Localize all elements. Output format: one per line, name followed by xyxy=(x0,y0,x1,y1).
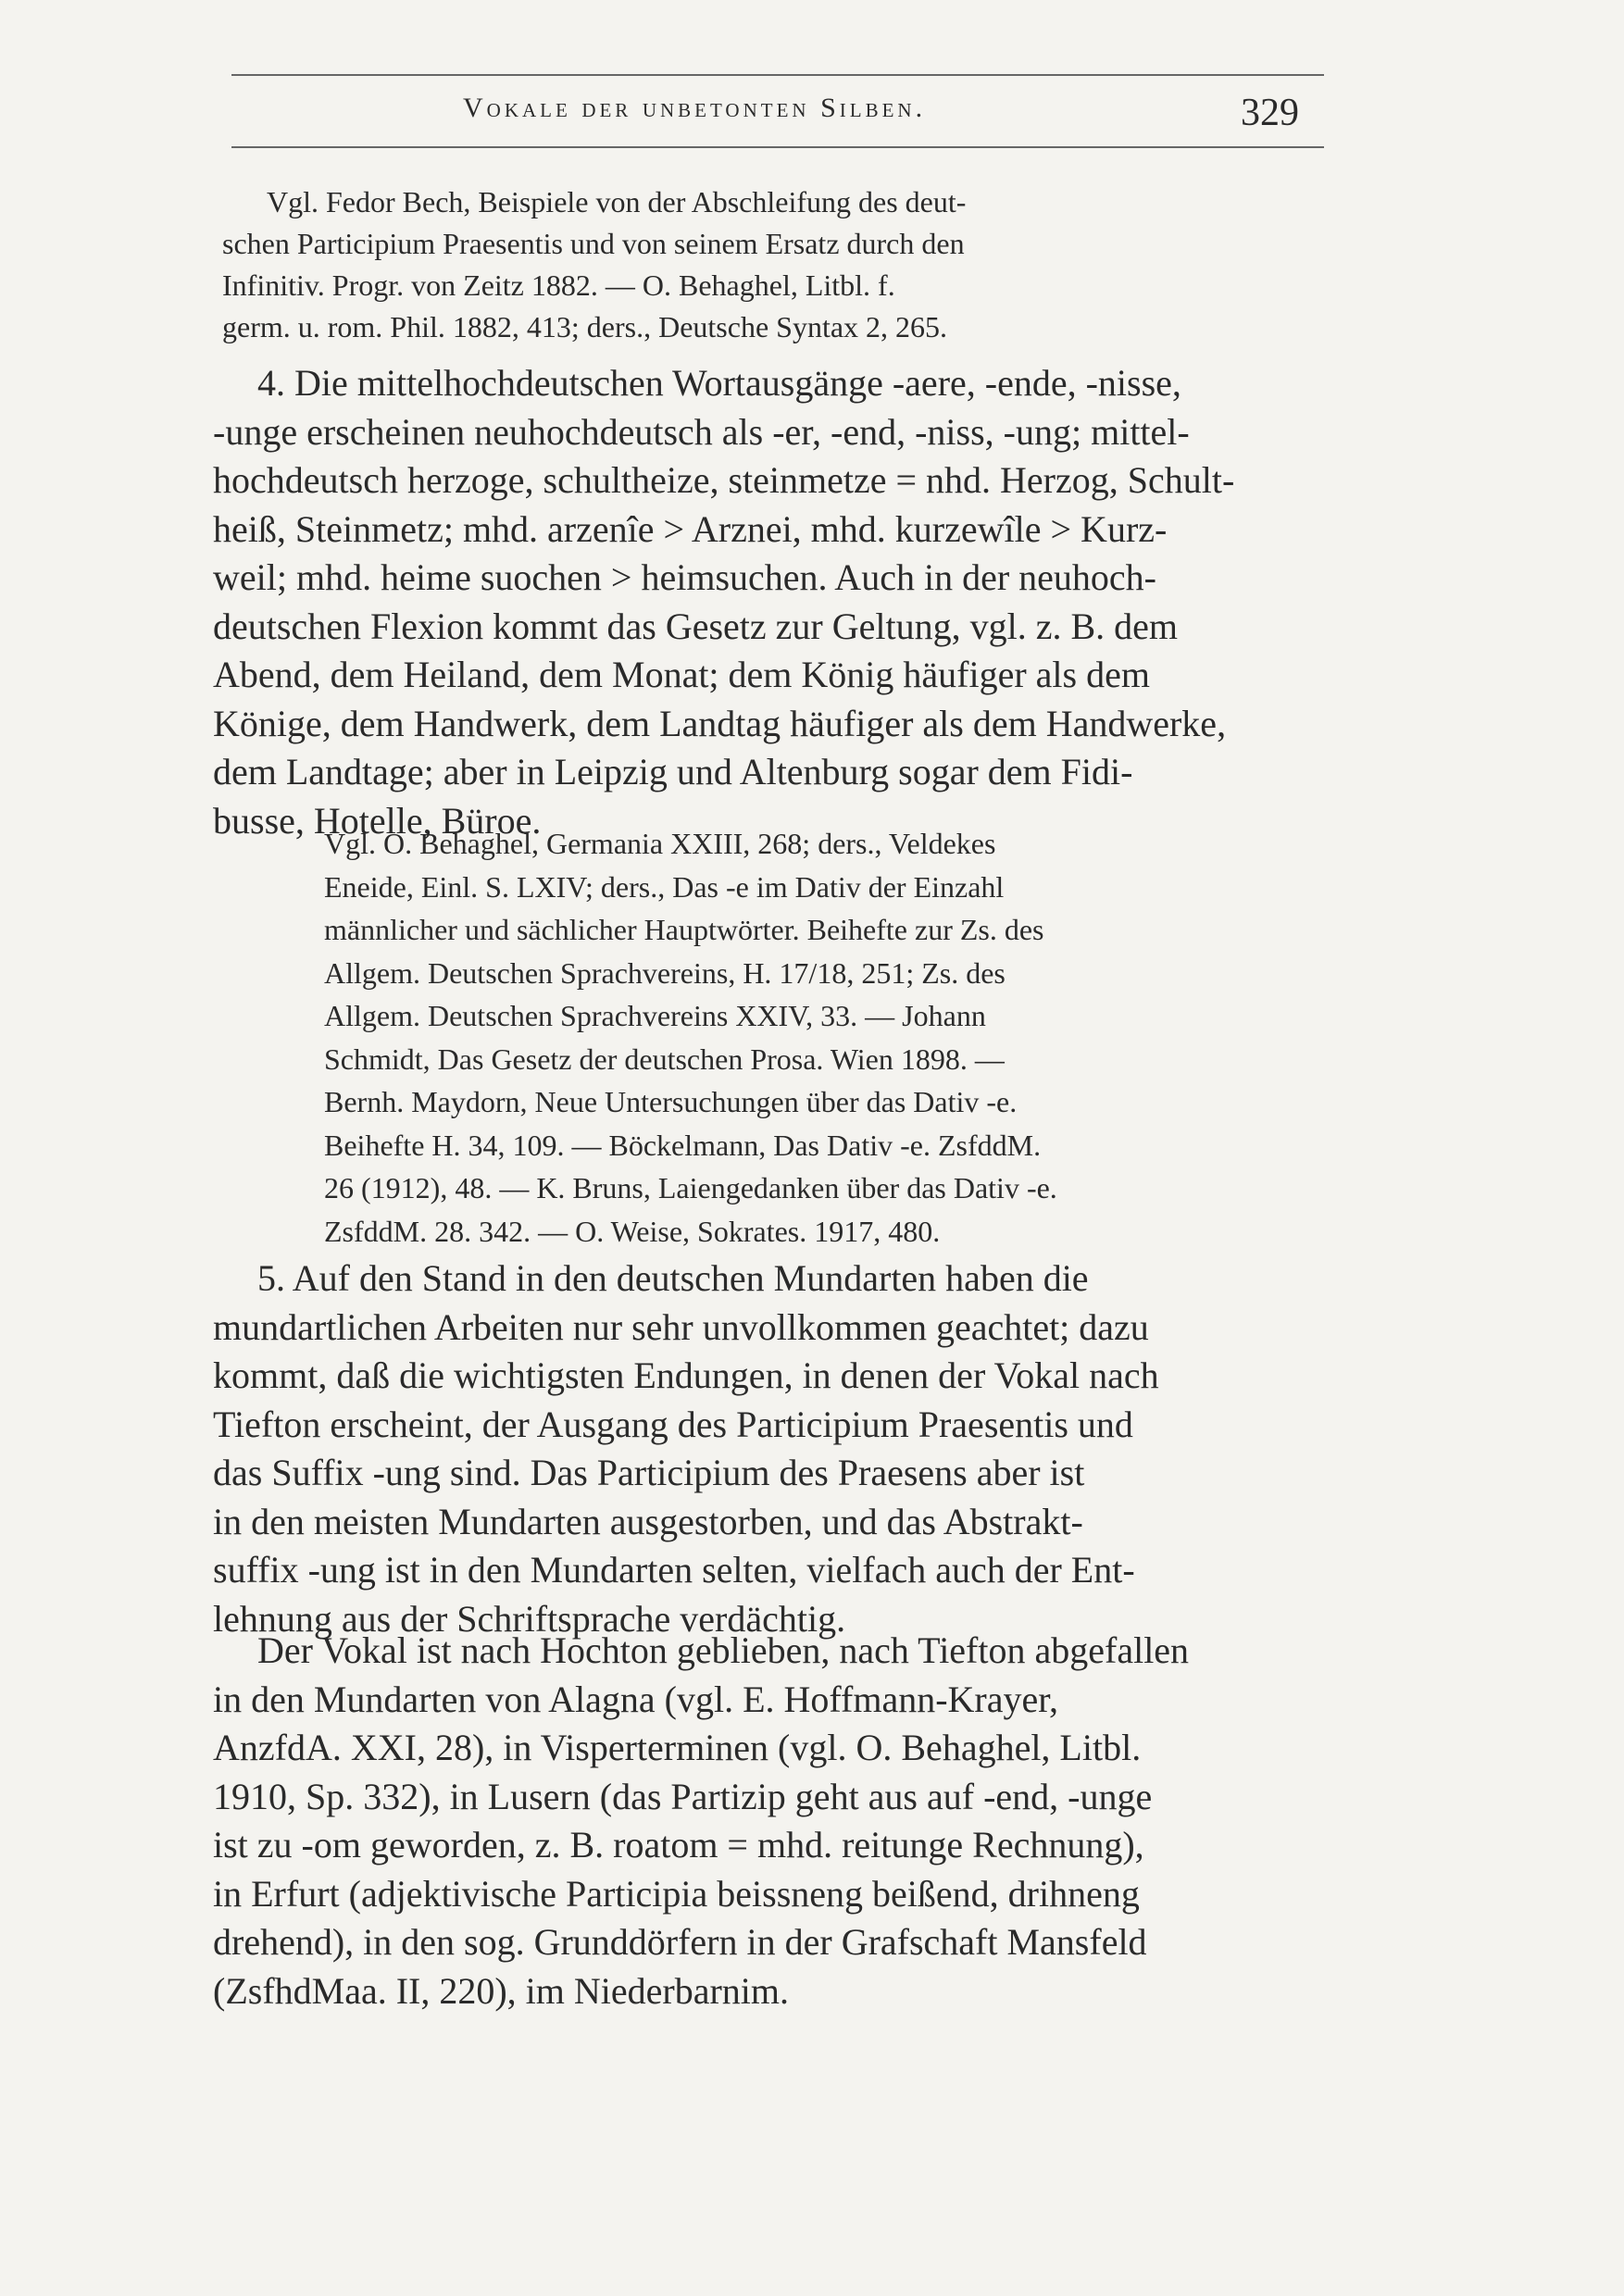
text-line: Abend, dem Heiland, dem Monat; dem König häufiger als dem xyxy=(213,654,1150,695)
text-line: -unge erscheinen neuhochdeutsch als -er, -end, -niss, -ung; mittel- xyxy=(213,410,1190,453)
text-line: busse, Hotelle, Büroe. xyxy=(213,799,542,842)
text-line: lehnung aus der Schriftsprache verdächtig. xyxy=(213,1597,846,1640)
text-line: Vgl. Fedor Bech, Beispiele von der Abschleifung des deut- xyxy=(267,185,967,218)
paragraph-4 xyxy=(213,359,1305,845)
footnote-bech xyxy=(222,181,1305,348)
text-line: heiß, Steinmetz; mhd. arzenîe > Arznei, mhd. kurzewîle > Kurz- xyxy=(213,507,1168,550)
text-line: Allgem. Deutschen Sprachvereins XXIV, 33. — Johann xyxy=(324,999,986,1032)
page-number: 329 xyxy=(1241,92,1299,134)
text-line: suffix -ung ist in den Mundarten selten, vielfach auch der Ent- xyxy=(213,1549,1135,1591)
text-line: 4. Die mittelhochdeutschen Wortausgänge -aere, -ende, -nisse, xyxy=(257,362,1181,404)
text-line: kommt, daß die wichtigsten Endungen, in denen der Vokal nach xyxy=(213,1354,1159,1396)
paragraph-6 xyxy=(213,1627,1305,2015)
text-line: 26 (1912), 48. — K. Bruns, Laiengedanken über das Dativ -e. xyxy=(324,1171,1057,1204)
footnote-behaghel xyxy=(324,822,1305,1253)
text-line: Vgl. O. Behaghel, Germania XXIII, 268; ders., Veldekes xyxy=(324,827,996,860)
text-line: das Suffix -ung sind. Das Participium des Praesens aber ist xyxy=(213,1452,1085,1493)
text-line: Schmidt, Das Gesetz der deutschen Prosa. Wien 1898. — xyxy=(324,1042,1005,1076)
text-line: ZsfddM. 28. 342. — O. Weise, Sokrates. 1917, 480. xyxy=(324,1214,941,1248)
text-line: germ. u. rom. Phil. 1882, 413; ders., Deutsche Syntax 2, 265. xyxy=(222,310,948,343)
text-line: Tiefton erscheint, der Ausgang des Participium Praesentis und xyxy=(213,1403,1133,1445)
text-line: AnzfdA. XXI, 28), in Visperterminen (vgl. O. Behaghel, Litbl. xyxy=(213,1727,1142,1768)
text-line: schen Participium Praesentis und von seinem Ersatz durch den xyxy=(222,227,965,260)
text-line: Allgem. Deutschen Sprachvereins, H. 17/18, 251; Zs. des xyxy=(324,955,1006,990)
text-line: weil; mhd. heime suochen > heimsuchen. Auch in der neuhoch- xyxy=(213,556,1156,598)
text-line: hochdeutsch herzoge, schultheize, steinmetze = nhd. Herzog, Schult- xyxy=(213,459,1235,501)
text-line: männlicher und sächlicher Hauptwörter. Beihefte zur Zs. des xyxy=(324,913,1044,946)
running-title: Vokale der unbetonten Silben. xyxy=(463,93,927,123)
text-line: Eneide, Einl. S. LXIV; ders., Das -e im Dativ der Einzahl xyxy=(324,869,1005,904)
text-line: Beihefte H. 34, 109. — Böckelmann, Das Dativ -e. ZsfddM. xyxy=(324,1128,1042,1162)
text-line: (ZsfhdMaa. II, 220), im Niederbarnim. xyxy=(213,1969,790,2012)
text-line: in Erfurt (adjektivische Participia beissneng beißend, drihneng xyxy=(213,1872,1140,1915)
text-line: dem Landtage; aber in Leipzig und Altenburg sogar dem Fidi- xyxy=(213,751,1133,792)
text-line: 5. Auf den Stand in den deutschen Mundarten haben die xyxy=(257,1257,1089,1299)
text-line: Der Vokal ist nach Hochton geblieben, nach Tiefton abgefallen xyxy=(257,1629,1190,1671)
paragraph-5 xyxy=(213,1254,1305,1643)
text-line: mundartlichen Arbeiten nur sehr unvollkommen geachtet; dazu xyxy=(213,1305,1149,1348)
text-line: in den meisten Mundarten ausgestorben, und das Abstrakt- xyxy=(213,1500,1083,1542)
text-line: Infinitiv. Progr. von Zeitz 1882. — O. Behaghel, Litbl. f. xyxy=(222,268,895,302)
header-rule-bottom xyxy=(231,146,1324,148)
text-line: ist zu -om geworden, z. B. roatom = mhd. reitunge Rechnung), xyxy=(213,1824,1144,1866)
text-line: Bernh. Maydorn, Neue Untersuchungen über das Dativ -e. xyxy=(324,1085,1018,1118)
text-line: in den Mundarten von Alagna (vgl. E. Hoffmann-Krayer, xyxy=(213,1678,1058,1720)
header-rule-top xyxy=(231,74,1324,76)
text-line: Könige, dem Handwerk, dem Landtag häufiger als dem Handwerke, xyxy=(213,702,1227,744)
text-line: deutschen Flexion kommt das Gesetz zur Geltung, vgl. z. B. dem xyxy=(213,605,1179,647)
text-line: drehend), in den sog. Grunddörfern in der Grafschaft Mansfeld xyxy=(213,1921,1147,1963)
text-line: 1910, Sp. 332), in Lusern (das Partizip geht aus auf -end, -unge xyxy=(213,1775,1153,1817)
